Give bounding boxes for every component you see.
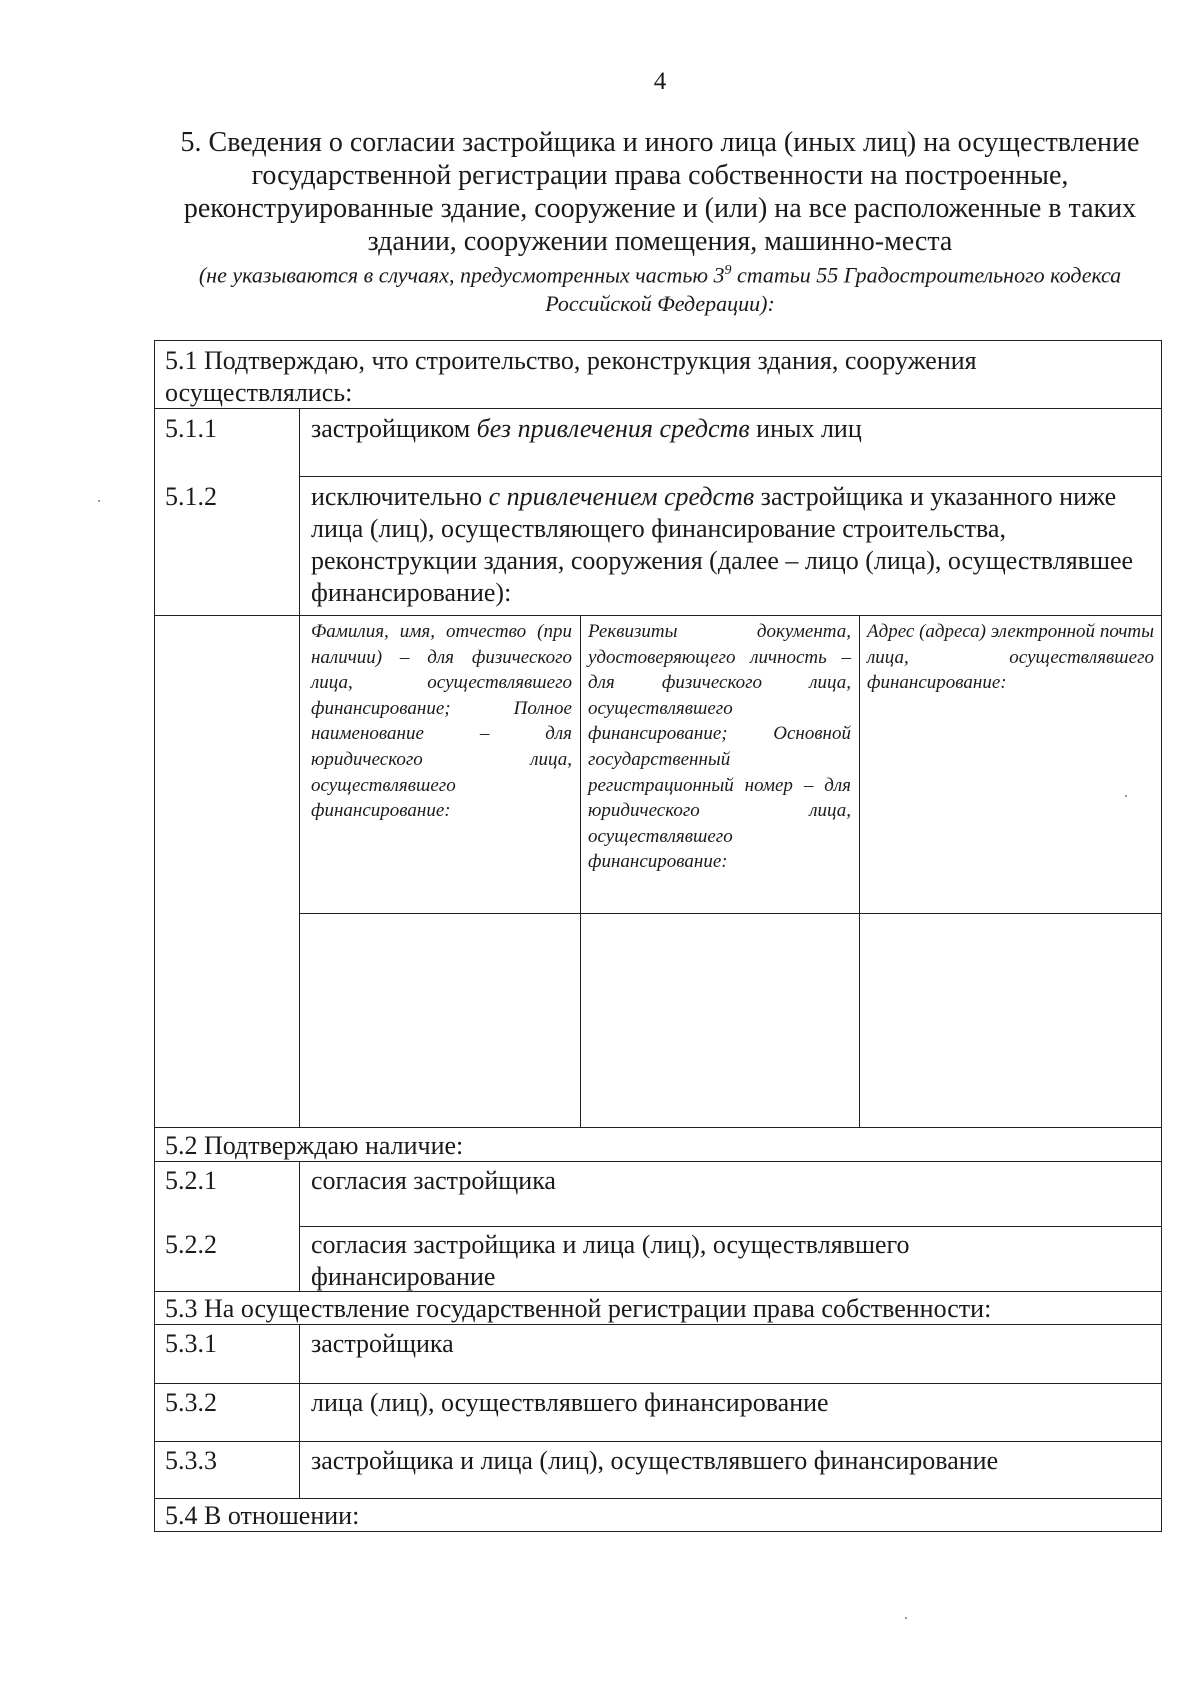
column-divider [299,1324,300,1498]
row-number: 5.3.3 [165,1446,217,1475]
option-5-3-2[interactable]: лица (лиц), осуществлявшего финансирование [311,1388,829,1417]
row-divider [299,1226,1161,1227]
row-divider [155,1441,1161,1442]
row-divider [155,1127,1161,1128]
row-number: 5.1.1 [165,414,217,443]
row-number: 5.3.1 [165,1329,217,1358]
row-divider [155,1498,1161,1499]
scan-speck [1125,795,1127,797]
financier-email-header: Адрес (адреса) электронной почты лица, осуществлявшего финансирование: [867,621,1154,694]
option-5-1-2[interactable]: исключительно с привлечением средств застройщика и указанного ниже лица (лиц), осуществляющего финансирование строительства, реконструкции здания, сооружения (далее – лицо (лица), осуществлявшее финансирование): [311,482,1134,607]
column-divider [299,1161,300,1291]
row-divider [155,1383,1161,1384]
column-divider [580,615,581,1127]
scan-speck [98,500,100,502]
row-divider [299,476,1161,477]
row-divider [299,913,1161,914]
section-5-1-label: 5.1 Подтверждаю, что строительство, реконструкция здания, сооружения осуществлялись: [165,346,977,407]
column-divider [299,408,300,1127]
option-5-2-1[interactable]: согласия застройщика [311,1166,556,1195]
row-number: 5.3.2 [165,1388,217,1417]
section-5-2-label: 5.2 Подтверждаю наличие: [165,1131,464,1160]
financier-email-input[interactable] [861,915,1159,1126]
page-number: 4 [653,68,667,95]
option-5-2-2[interactable]: согласия застройщика и лица (лиц), осуществлявшего финансирование [311,1230,910,1291]
section-note: (не указываются в случаях, предусмотренных частью $3^9$ статьи 55 Градостроительного кодекса Российской Федерации): [198,262,1122,317]
option-5-3-1[interactable]: застройщика [311,1329,454,1358]
financier-name-header: Фамилия, имя, отчество (при наличии) – для физического лица, осуществлявшего финансирование; Полное наименование – для юридического лица, осуществлявшего финансирование: [311,621,572,822]
option-5-1-1[interactable]: застройщиком без привлечения средств иных лиц [311,414,862,443]
row-number: 5.2.1 [165,1166,217,1195]
scan-speck [905,1617,907,1619]
option-5-3-3[interactable]: застройщика и лица (лиц), осуществлявшего финансирование [311,1446,999,1475]
row-divider [155,615,1161,616]
section-heading: 5. Сведения о согласии застройщика и иного лица (иных лиц) на осуществление государственной регистрации права собственности на построенные, реконструированные здание, сооружение и (или) на все расположенные в таких здании, сооружении помещения, машинно-места [180,127,1140,257]
section-5-3-label: 5.3 На осуществление государственной регистрации права собственности: [165,1294,992,1323]
financier-document-input[interactable] [582,915,858,1126]
row-number: 5.1.2 [165,482,217,511]
row-number: 5.2.2 [165,1230,217,1259]
financier-document-header: Реквизиты документа, удостоверяющего личность – для физического лица, осуществлявшего финансирование; Основной государственный регистрационный номер – для юридического лица, осуществлявшего финансирование: [588,621,851,873]
column-divider [859,615,860,1127]
financier-name-input[interactable] [301,915,579,1126]
consent-form-table [154,340,1162,1532]
section-5-4-label: 5.4 В отношении: [165,1501,360,1530]
